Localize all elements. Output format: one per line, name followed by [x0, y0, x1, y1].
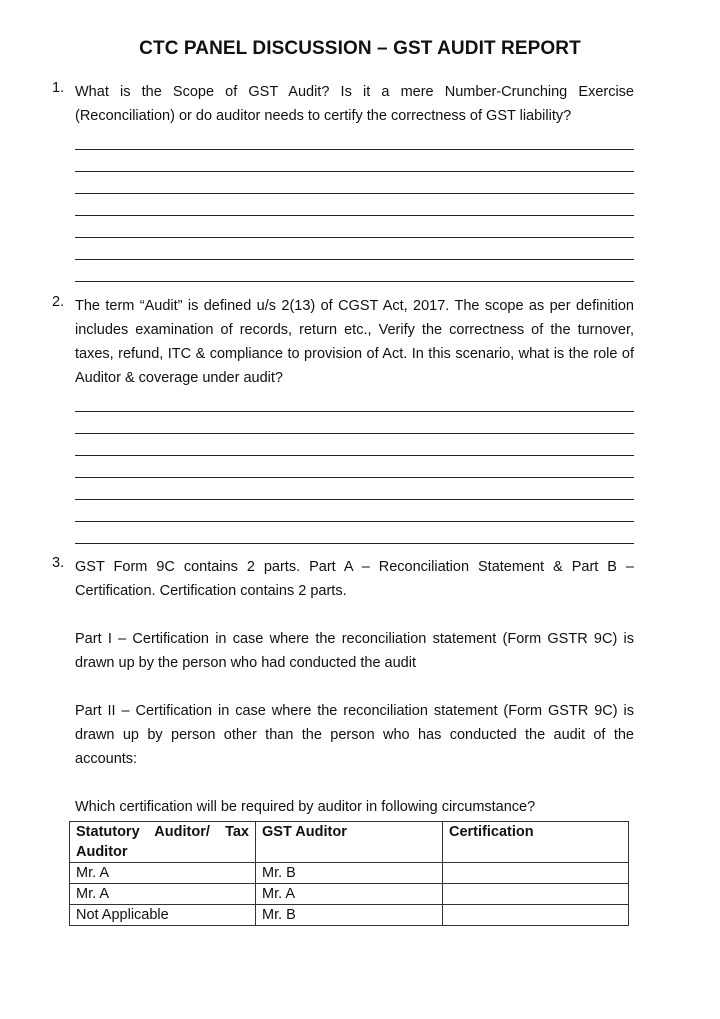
question-text: The term “Audit” is defined u/s 2(13) of CGST Act, 2017. The scope as per definition includes examination of records, return etc., Verify the correctness of the turnover, taxes, refund, ITC & compliance to provision of Act. In this scenario, what is the role of Auditor & coverage under audit? [75, 298, 634, 386]
question-number: 1. [52, 80, 65, 96]
answer-line[interactable] [75, 456, 634, 478]
cell-gst-auditor: Mr. A [256, 884, 443, 905]
answer-line[interactable] [75, 172, 634, 194]
question-text: GST Form 9C contains 2 parts. Part A – Reconciliation Statement & Part B – Certification. Certification contains 2 parts. [75, 559, 634, 599]
certification-table [69, 821, 629, 926]
question-2 [52, 294, 634, 544]
table-header-row [70, 822, 629, 863]
answer-line[interactable] [75, 434, 634, 456]
question-number: 2. [52, 294, 65, 310]
column-header-gst-auditor: GST Auditor [256, 822, 443, 863]
column-header-statutory-auditor: Statutory Auditor/ Tax Auditor [70, 822, 256, 863]
cell-statutory-auditor: Mr. A [70, 863, 256, 884]
table-prompt: Which certification will be required by auditor in following circumstance? [75, 799, 536, 815]
answer-line[interactable] [75, 260, 634, 282]
answer-line[interactable] [75, 238, 634, 260]
question-text: What is the Scope of GST Audit? Is it a mere Number-Crunching Exercise (Reconciliation) or do auditor needs to certify the correctness of GST liability? [75, 84, 634, 124]
table-row [70, 905, 629, 926]
cell-certification[interactable] [443, 884, 629, 905]
cell-certification[interactable] [443, 905, 629, 926]
cell-gst-auditor: Mr. B [256, 905, 443, 926]
cell-certification[interactable] [443, 863, 629, 884]
answer-lines[interactable] [75, 390, 634, 544]
answer-line[interactable] [75, 522, 634, 544]
answer-lines[interactable] [75, 128, 634, 282]
column-header-certification: Certification [443, 822, 629, 863]
question-3 [52, 555, 634, 926]
answer-line[interactable] [75, 390, 634, 412]
answer-line[interactable] [75, 216, 634, 238]
answer-line[interactable] [75, 412, 634, 434]
answer-line[interactable] [75, 194, 634, 216]
table-row [70, 863, 629, 884]
cell-statutory-auditor: Not Applicable [70, 905, 256, 926]
cell-gst-auditor: Mr. B [256, 863, 443, 884]
cell-statutory-auditor: Mr. A [70, 884, 256, 905]
answer-line[interactable] [75, 128, 634, 150]
part-2-description: Part II – Certification in case where the reconciliation statement (Form GSTR 9C) is drawn up by person other than the person who has conducted the audit of the accounts: [75, 703, 634, 767]
answer-line[interactable] [75, 150, 634, 172]
page-title: CTC PANEL DISCUSSION – GST AUDIT REPORT [139, 38, 581, 59]
question-1 [52, 80, 634, 282]
part-1-description: Part I – Certification in case where the reconciliation statement (Form GSTR 9C) is drawn up by the person who had conducted the audit [75, 631, 634, 671]
answer-line[interactable] [75, 478, 634, 500]
table-row [70, 884, 629, 905]
answer-line[interactable] [75, 500, 634, 522]
question-number: 3. [52, 555, 65, 571]
